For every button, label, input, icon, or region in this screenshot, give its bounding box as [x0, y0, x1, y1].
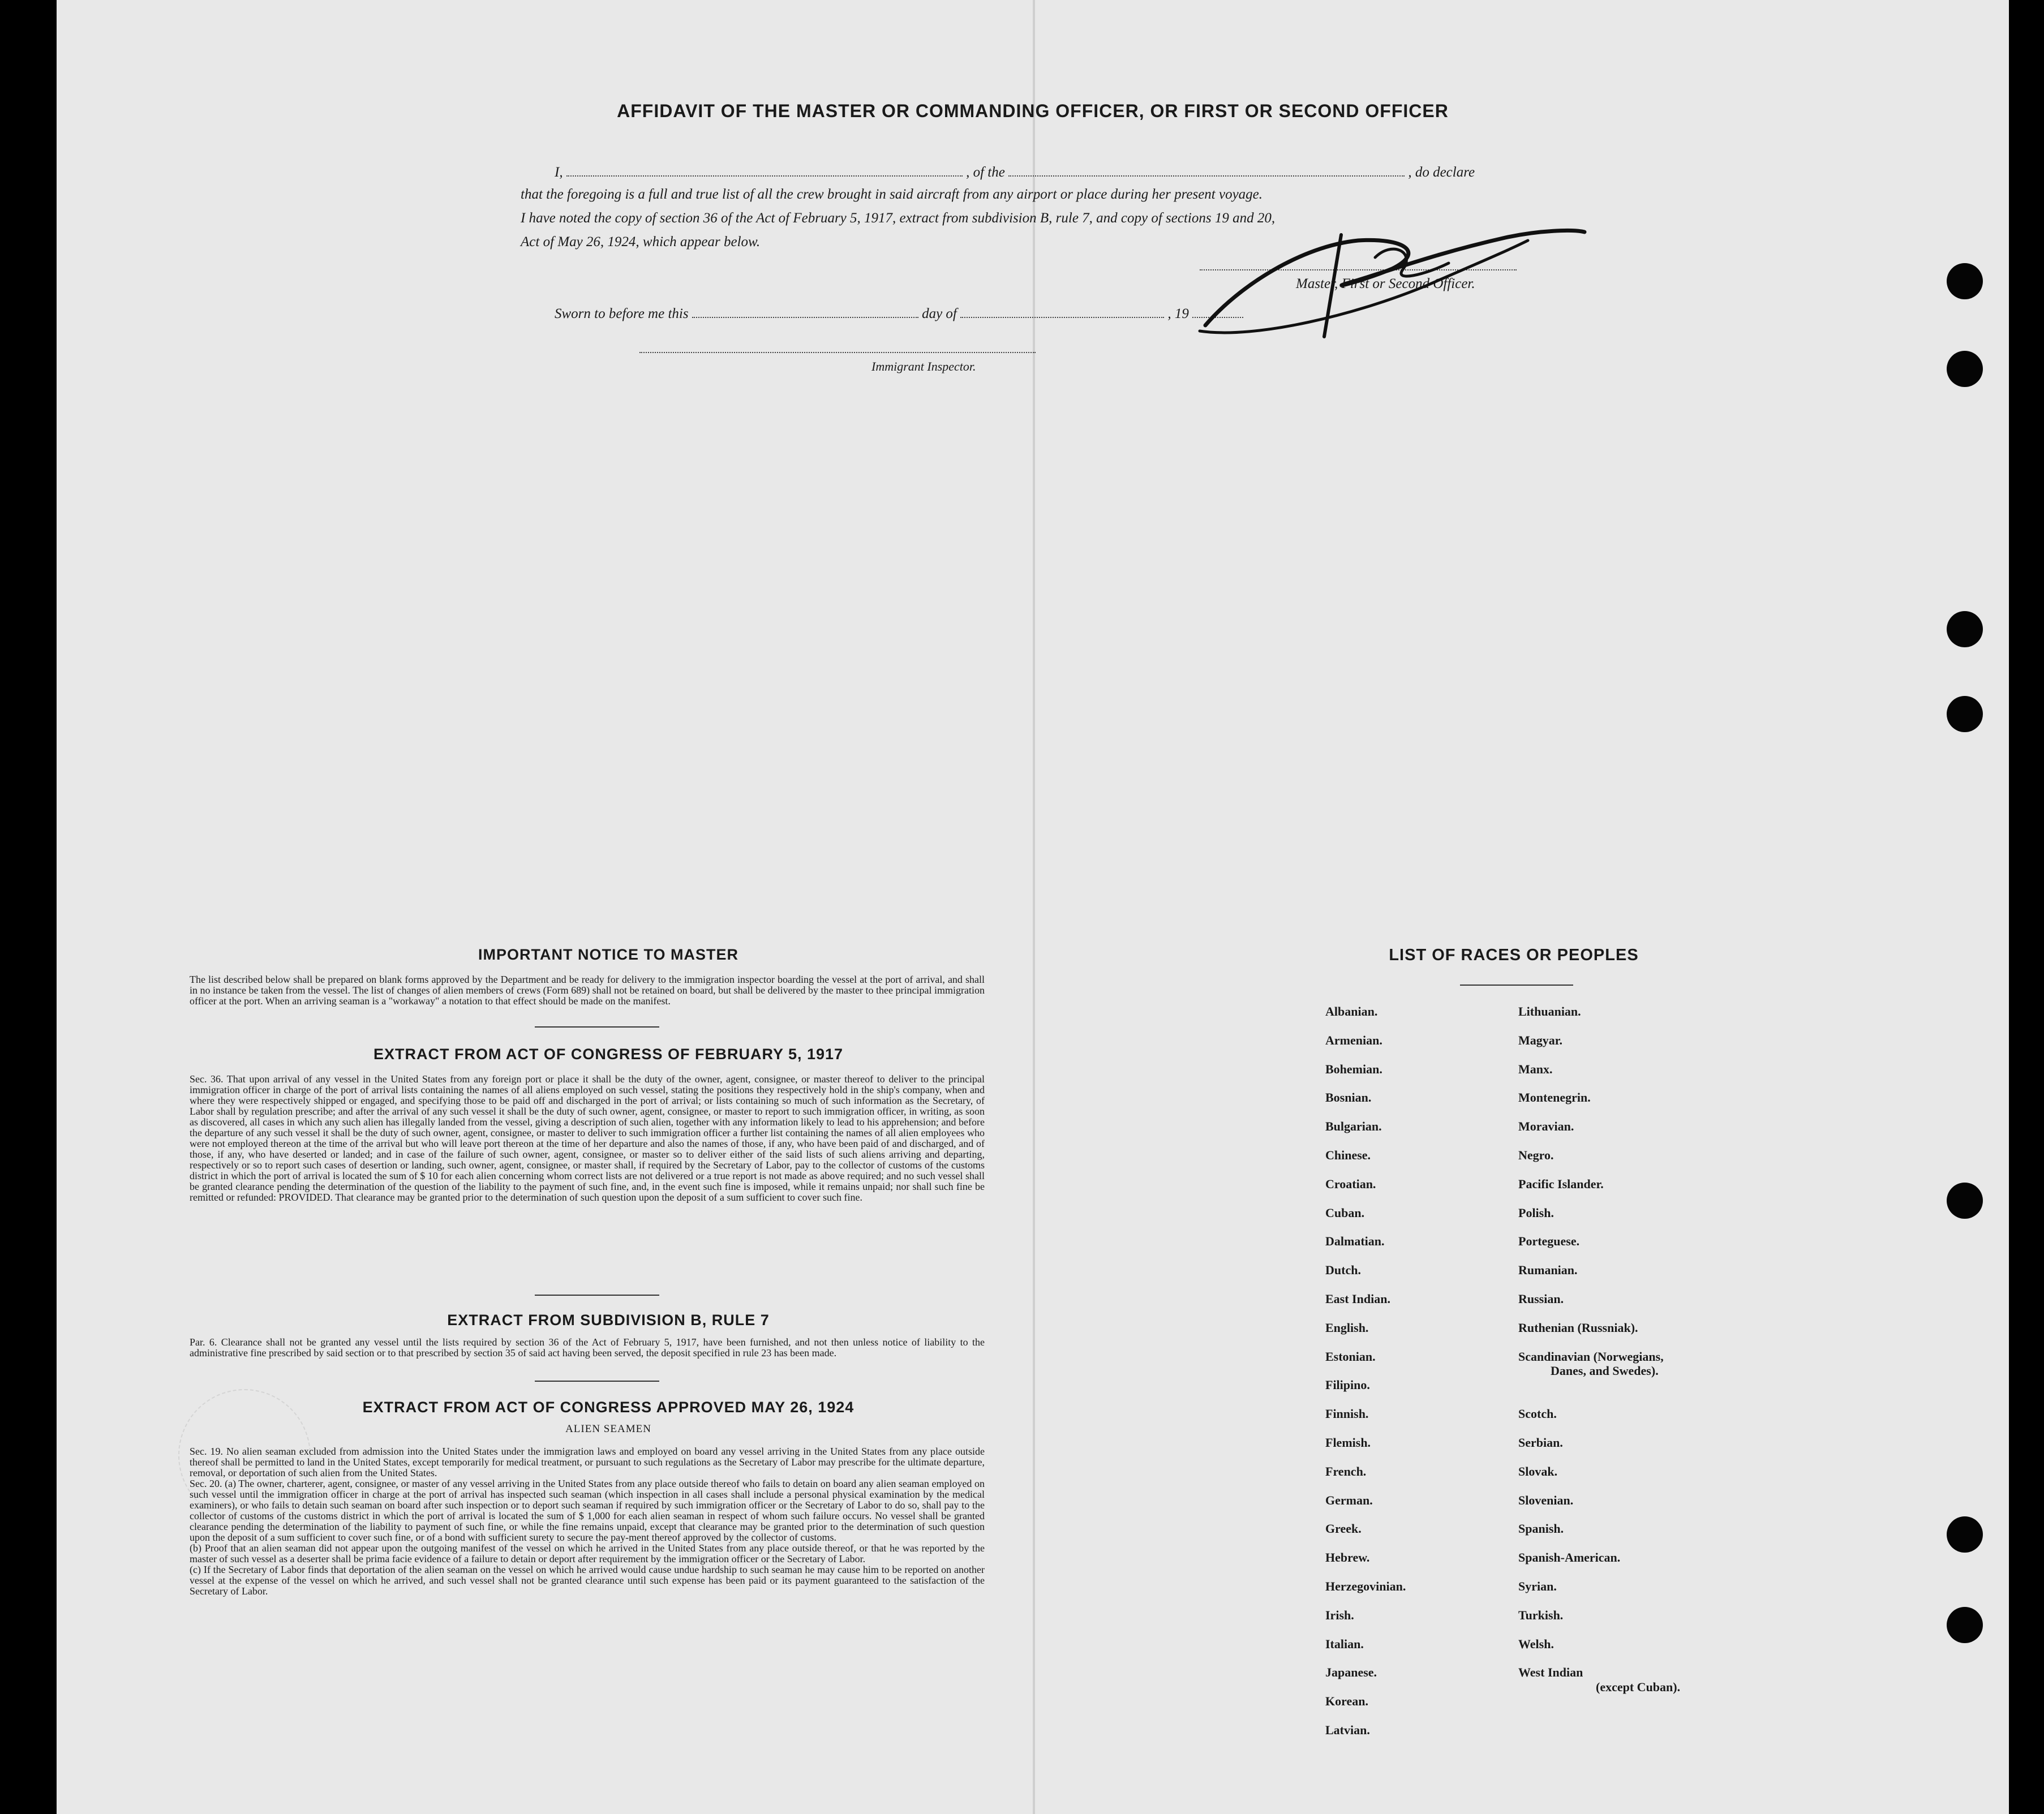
- race-item: Japanese.: [1325, 1665, 1377, 1680]
- day-of-text: day of: [922, 306, 957, 321]
- race-item: Slovenian.: [1518, 1493, 1574, 1507]
- race-item: Cuban.: [1325, 1205, 1365, 1220]
- race-item: Chinese.: [1325, 1148, 1371, 1162]
- race-item: West Indian: [1518, 1665, 1583, 1680]
- race-item: Spanish.: [1518, 1521, 1564, 1536]
- race-item: (except Cuban).: [1596, 1679, 1681, 1694]
- divider: [1460, 985, 1573, 986]
- document-sheet: [57, 0, 2009, 1814]
- rule-7-title: EXTRACT FROM SUBDIVISION B, RULE 7: [447, 1312, 770, 1329]
- race-item: Estonian.: [1325, 1349, 1376, 1364]
- divider: [535, 1381, 659, 1382]
- signer-caption: Master, First or Second Officer.: [1296, 276, 1475, 291]
- race-item: Lithuanian.: [1518, 1004, 1581, 1018]
- affidavit-i: I,: [555, 165, 563, 180]
- race-item: Hebrew.: [1325, 1550, 1370, 1565]
- race-item: Bohemian.: [1325, 1061, 1382, 1076]
- race-item: Syrian.: [1518, 1579, 1557, 1593]
- race-item: Rumanian.: [1518, 1263, 1578, 1278]
- handwritten-signature: [1188, 218, 1596, 354]
- race-item: Filipino.: [1325, 1378, 1370, 1392]
- affidavit-the: the: [987, 165, 1005, 180]
- affidavit-title: AFFIDAVIT OF THE MASTER OR COMMANDING OFFICER, OR FIRST OR SECOND OFFICER: [617, 101, 1449, 121]
- race-item: Montenegrin.: [1518, 1090, 1591, 1105]
- punch-hole: [1947, 611, 1983, 647]
- race-item: Finnish.: [1325, 1407, 1369, 1421]
- race-item: Dutch.: [1325, 1263, 1361, 1278]
- race-item: Negro.: [1518, 1148, 1554, 1162]
- race-item: Bulgarian.: [1325, 1119, 1382, 1134]
- extract-1924-text: [190, 1446, 985, 1597]
- punch-hole: [1947, 1607, 1983, 1643]
- section-20b-text: (b) Proof that an alien seaman did not appear upon the outgoing manifest of the vessel on which he arrived in the United States from any place outside thereof, or that he was reported by the master of such vessel as a deserter shall be prima facie evidence of a failure to detain or deport after requirement by the immigration officer or the Secretary of Labor.: [190, 1542, 985, 1564]
- punch-hole: [1947, 263, 1983, 299]
- affidavit-line-2: that the foregoing is a full and true list of all the crew brought in said aircraft from any airport or place during her present voyage.: [521, 187, 1263, 202]
- race-item: Greek.: [1325, 1521, 1362, 1536]
- race-item: Scandinavian (Norwegians,: [1518, 1349, 1664, 1364]
- race-item: Dalmatian.: [1325, 1234, 1385, 1249]
- sworn-month-blank: [960, 306, 1164, 318]
- year-prefix: , 19: [1167, 306, 1189, 321]
- race-item: Porteguese.: [1518, 1234, 1580, 1249]
- punch-hole: [1947, 1516, 1983, 1553]
- section-20a-text: Sec. 20. (a) The owner, charterer, agent, consignee, or master of any vessel arriving in the United States from any place outside thereof who fails to detain on board any alien seaman employed on such vessel until the immigration officer in charge at the port of arrival has inspected such seaman (which inspection in all cases shall include a personal physical examination by the medical examiners), or who fails to detain such seaman on board after such inspection or to deport such seaman if required by such immigration officer or the Secretary of Labor to do so, shall pay to the collector of customs of the customs district in which the port of arrival is located the sum of $ 1,000 for each alien seaman in respect of whom such failure occurs. No vessel shall be granted clearance pending the determination of the liability to payment of such fine, or while the fine remains unpaid, except that clearance may be granted prior to the determination of such question upon the deposit of a sum sufficient to cover such fine, or of a bond with sufficient surety to secure the pay-ment thereof approved by the collector of customs.: [190, 1478, 985, 1543]
- race-item: Croatian.: [1325, 1176, 1376, 1191]
- race-item: Turkish.: [1518, 1607, 1564, 1622]
- punch-hole: [1947, 1183, 1983, 1219]
- race-item: Spanish-American.: [1518, 1550, 1621, 1565]
- punch-hole: [1947, 696, 1983, 732]
- notice-text: The list described below shall be prepared on blank forms approved by the Department and be ready for delivery to the immigration inspector boarding the vessel at the port of arrival, and shall in no instance be taken from the vessel. The list of changes of alien members of crews (Form 689) shall not be retained on board, but shall be delivered by the master to thee principal immigration officer at the port. When an arriving seaman is a "workaway" a notation to that effect should be made on the manifest.: [190, 974, 985, 1007]
- extract-1917-title: EXTRACT FROM ACT OF CONGRESS OF FEBRUARY 5, 1917: [373, 1046, 844, 1063]
- race-item: Armenian.: [1325, 1033, 1382, 1047]
- race-item: Albanian.: [1325, 1004, 1378, 1018]
- race-item: Serbian.: [1518, 1435, 1563, 1450]
- vessel-blank: [1008, 164, 1405, 177]
- alien-seamen-subtitle: ALIEN SEAMEN: [565, 1423, 651, 1435]
- race-item: Danes, and Swedes).: [1551, 1364, 1659, 1378]
- sworn-day-blank: [692, 306, 918, 318]
- affidavit-declaration-line: [555, 164, 1475, 180]
- rule-7-text: Par. 6. Clearance shall not be granted any vessel until the lists required by section 36 of the Act of February 5, 1917, have been furnished, and not then unless notice of liability to the administrative fine prescribed by said section or to that prescribed by section 35 of said act having been served, the deposit specified in rule 23 has been made.: [190, 1336, 985, 1359]
- race-item: Italian.: [1325, 1636, 1364, 1651]
- affidavit-line-4: Act of May 26, 1924, which appear below.: [521, 234, 761, 250]
- race-item: Irish.: [1325, 1607, 1354, 1622]
- inspector-line: [639, 352, 1036, 353]
- page-fold: [1033, 0, 1035, 1814]
- inspector-caption: Immigrant Inspector.: [871, 359, 976, 373]
- race-item: English.: [1325, 1320, 1369, 1335]
- race-item: Herzegovinian.: [1325, 1579, 1406, 1593]
- race-item: Flemish.: [1325, 1435, 1371, 1450]
- affidavit-of: , of: [966, 165, 985, 180]
- race-item: Welsh.: [1518, 1636, 1554, 1651]
- divider: [535, 1026, 659, 1028]
- race-item: Latvian.: [1325, 1723, 1370, 1737]
- name-blank: [566, 164, 963, 177]
- race-item: Ruthenian (Russniak).: [1518, 1320, 1638, 1335]
- race-item: Russian.: [1518, 1292, 1564, 1306]
- race-item: Moravian.: [1518, 1119, 1574, 1134]
- affidavit-declare: , do declare: [1408, 165, 1475, 180]
- race-item: Slovak.: [1518, 1464, 1558, 1478]
- affidavit-line-3: I have noted the copy of section 36 of the Act of February 5, 1917, extract from subdivision B, rule 7, and copy of sections 19 and 20,: [521, 210, 1276, 226]
- race-item: German.: [1325, 1493, 1373, 1507]
- race-item: Pacific Islander.: [1518, 1176, 1604, 1191]
- race-item: Manx.: [1518, 1061, 1553, 1076]
- divider: [535, 1295, 659, 1296]
- punch-hole: [1947, 351, 1983, 387]
- sworn-text: Sworn to before me this: [555, 306, 689, 321]
- races-title: LIST OF RACES OR PEOPLES: [1389, 946, 1639, 964]
- section-20c-text: (c) If the Secretary of Labor finds that deportation of the alien seaman on the vessel on which he arrived would cause undue hardship to such seaman he may cause him to be reported on another vessel at the expense of the vessel on which he arrived, and such vessel shall not be granted clearance until such expense has been paid or its payment guaranteed to the satisfaction of the Secretary of Labor.: [190, 1564, 985, 1597]
- race-item: Korean.: [1325, 1694, 1368, 1709]
- race-item: Scotch.: [1518, 1407, 1557, 1421]
- sworn-line: [555, 306, 1243, 322]
- extract-1917-text: Sec. 36. That upon arrival of any vessel in the United States from any foreign port or place it shall be the duty of the owner, agent, consignee, or master thereof to deliver to the principal immigration officer in charge of the port of arrival lists containing the names of all aliens employed on such vessel, stating the positions they respectively hold in the ship's company, when and where they were respectively shipped or engaged, and specifying those to be paid off and discharged in the port of arrival; or lists containing so much of such information as the Secretary, of Labor shall by regulation prescribe; and after the arrival of any such vessel it shall be the duty of such owner, agent, consignee, or master to report to such immigration officer, in writing, as soon as discovered, all cases in which any such alien has illegally landed from the vessel, giving a description of such alien, together with any information likely to lead to his apprehension; and before the departure of any such vessel it shall be the duty of such owner, agent, consignee, or master to deliver to such immigration officer a further list containing the names of all alien employees who were not employed thereon at the time of the arrival but who will leave port thereon at the time of her departure and also the names of those, if any, who have been paid of and discharged, and of those, if any, who have deserted or landed; and in case of the failure of such owner, agent, consignee, or master so to deliver either of the said lists of such aliens arriving and departing, respectively or so to report such cases of desertion or landing, such owner, agent, consignee, or master shall, if required by the Secretary of Labor, pay to the collector of customs of the customs district in which the port of arrival is located the sum of $ 10 for each alien concerning whom correct lists are not delivered or a true report is not made as above required; and no such vessel shall be granted clearance pending the determination of the question of the liability to the payment of such fine, and, in the event such fine is imposed, while it remains unpaid; nor shall such fine be remitted or refunded: PROVIDED. That clearance may be granted prior to the determination of such question upon the deposit of a sum sufficient to cover such fine.: [190, 1073, 985, 1203]
- race-item: French.: [1325, 1464, 1367, 1478]
- race-item: Polish.: [1518, 1205, 1554, 1220]
- notice-title: IMPORTANT NOTICE TO MASTER: [478, 946, 738, 963]
- race-item: Magyar.: [1518, 1033, 1563, 1047]
- extract-1924-title: EXTRACT FROM ACT OF CONGRESS APPROVED MAY 26, 1924: [362, 1399, 854, 1416]
- race-item: Bosnian.: [1325, 1090, 1372, 1105]
- section-19-text: Sec. 19. No alien seaman excluded from admission into the United States under the immigration laws and employed on board any vessel arriving in the United States from any place outside thereof shall be permitted to land in the United States, except temporarily for medical treatment, or pursuant to such regulations as the Secretary of Labor may prescribe for the ultimate departure, removal, or deportation of such alien from the United States.: [190, 1446, 985, 1478]
- race-item: East Indian.: [1325, 1292, 1390, 1306]
